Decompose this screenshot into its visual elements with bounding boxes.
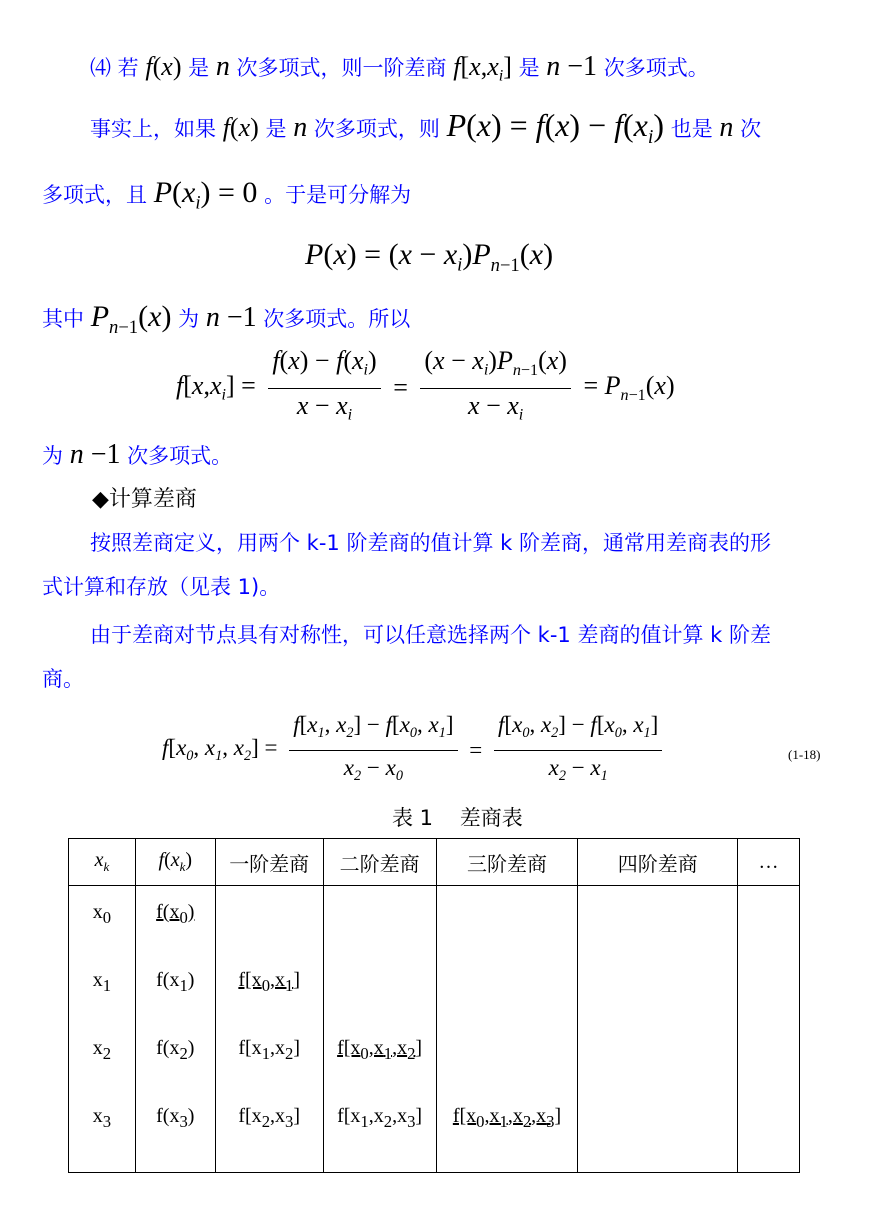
- equation-second-diff: $f[x_0$, $x_1$, $x_2$] = $\frac{f[x_1, x_2] - f[x_0, x_1]}{x_2 - x_0}$ = $\frac{f[x_0, x_2] - f[x_0, x_1]}{x_2 - x_1}$: [162, 710, 668, 791]
- table-caption: 表 1 差商表: [392, 806, 523, 830]
- fact-t3: 次多项式，则: [313, 117, 447, 141]
- cell-x: $x_3$: [69, 1090, 136, 1173]
- table-row: [69, 886, 800, 955]
- header-fourth: 四阶差商: [578, 839, 738, 886]
- math-n-3: n: [719, 112, 734, 143]
- header-xk: $x_k$: [69, 839, 136, 886]
- fraction-3: $\frac{f[x_1, x_2] - f[x_0, x_1]}{x_2 - x_0}$: [289, 710, 457, 791]
- math-fx: f(x): [145, 52, 182, 81]
- cell-d2: $f[x_0,x_1,x_2]$: [323, 1022, 436, 1090]
- math-n-1: n −1: [546, 51, 598, 82]
- cell-more: [738, 954, 800, 1022]
- para-where: [42, 302, 410, 343]
- cell-d2: [323, 886, 436, 955]
- fact-t4: 也是: [670, 117, 720, 141]
- concl-t1: 为: [42, 444, 70, 468]
- table-row: [69, 954, 800, 1022]
- math-Pxi-zero: $P(x_i) = 0$: [153, 176, 258, 214]
- fact-t1: 事实上，如果: [90, 117, 223, 141]
- header-ellipsis: …: [738, 839, 800, 886]
- where-t3: 次多项式。所以: [263, 307, 411, 331]
- header-first: 一阶差商: [215, 839, 323, 886]
- para4-prefix: ⑷ 若: [90, 56, 146, 80]
- divided-difference-table: [68, 838, 800, 1173]
- cell-more: [738, 1090, 800, 1173]
- cell-f: $f(x_1)$: [135, 954, 215, 1022]
- cell-f: $f(x_2)$: [135, 1022, 215, 1090]
- cell-d1: $f[x_0,x_1]$: [215, 954, 323, 1022]
- text-is2: 是: [518, 56, 547, 80]
- math-n: n: [215, 51, 230, 82]
- cell-f: $f(x_3)$: [135, 1090, 215, 1173]
- fraction-1: $\frac{f(x) - f(x_i)}{x - x_i}$: [268, 346, 380, 430]
- cell-d4: [578, 1022, 738, 1090]
- cell-d1: $f[x_2,x_3]$: [215, 1090, 323, 1173]
- fact-cont-t1: 多项式，且: [42, 183, 154, 207]
- cell-d2: $f[x_1,x_2,x_3]$: [323, 1090, 436, 1173]
- cell-d4: [578, 886, 738, 955]
- cell-x: $x_0$: [69, 886, 136, 955]
- where-t1: 其中: [42, 307, 91, 331]
- concl-t2: 次多项式。: [127, 444, 233, 468]
- cell-f: $f(x_0)$: [135, 886, 215, 955]
- para-fact-cont: [42, 178, 411, 219]
- cell-d1: $f[x_1,x_2]$: [215, 1022, 323, 1090]
- math-n-2: n: [293, 112, 308, 143]
- para-4: [90, 52, 709, 92]
- cell-d4: [578, 954, 738, 1022]
- where-t2: 为: [178, 307, 206, 331]
- cell-d3: [436, 954, 578, 1022]
- header-second: 二阶差商: [323, 839, 436, 886]
- equation-first-diff: $f[x,x_i]$ = $\frac{f(x) - f(x_i)}{x - x_i}$ = $\frac{(x - x_i)P_{n-1}(x)}{x - x_i}$ = $P_{n-1}(x)$: [176, 346, 675, 430]
- text-poly2: 次多项式。: [603, 56, 709, 80]
- fact-cont-t2: 。于是可分解为: [264, 183, 412, 207]
- math-Pn1: $P_{n-1}(x)$: [90, 300, 172, 338]
- table-row: [69, 1090, 800, 1173]
- para-symmetry-l2: 商。: [42, 667, 84, 691]
- para-compute-l2: 式计算和存放（见表 1)。: [42, 575, 281, 599]
- math-n-1-b: n −1: [205, 302, 257, 333]
- header-fxk: $f(x_k)$: [135, 839, 215, 886]
- section-heading: ◆计算差商: [92, 487, 197, 512]
- math-Px-def: $P(x) = f(x) - f(x_i)$: [446, 107, 665, 148]
- fraction-4: $\frac{f[x_0, x_2] - f[x_0, x_1]}{x_2 - x_1}$: [494, 710, 662, 791]
- cell-d4: [578, 1090, 738, 1173]
- cell-d1: [215, 886, 323, 955]
- text-poly: 次多项式，则一阶差商: [236, 56, 454, 80]
- cell-d3: [436, 886, 578, 955]
- math-fxxi: $f[x,x_i]$: [453, 52, 512, 85]
- para-symmetry-l1: 由于差商对节点具有对称性，可以任意选择两个 k-1 差商的值计算 k 阶差: [90, 623, 771, 647]
- text-is: 是: [188, 56, 216, 80]
- para-compute-l1: 按照差商定义，用两个 k-1 阶差商的值计算 k 阶差商，通常用差商表的形: [90, 531, 771, 555]
- cell-d3: $f[x_0,x_1,x_2,x_3]$: [436, 1090, 578, 1173]
- fact-t5: 次: [740, 117, 762, 141]
- fact-t2: 是: [265, 117, 294, 141]
- cell-more: [738, 886, 800, 955]
- cell-d2: [323, 954, 436, 1022]
- para-conclusion: [42, 440, 232, 471]
- table-row: [69, 1022, 800, 1090]
- math-n-1-c: n −1: [69, 439, 121, 470]
- header-third: 三阶差商: [436, 839, 578, 886]
- cell-d3: [436, 1022, 578, 1090]
- math-fx-2: f(x): [222, 113, 259, 142]
- equation-factor: $P(x) = (x - x_i)P_{n-1}(x)$: [305, 238, 554, 276]
- equation-number: (1-18): [788, 747, 821, 762]
- cell-x: $x_2$: [69, 1022, 136, 1090]
- para-fact: [90, 107, 762, 152]
- fraction-2: $\frac{(x - x_i)P_{n-1}(x)}{x - x_i}$: [420, 346, 571, 430]
- cell-x: $x_1$: [69, 954, 136, 1022]
- cell-more: [738, 1022, 800, 1090]
